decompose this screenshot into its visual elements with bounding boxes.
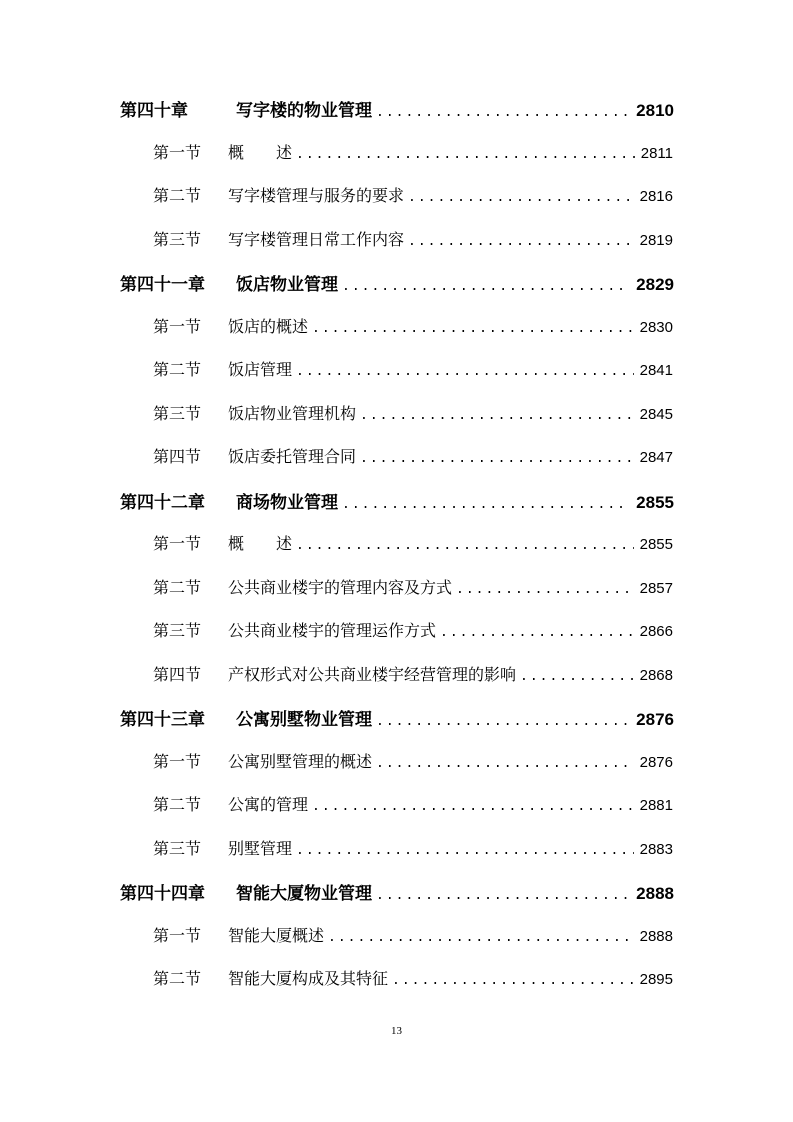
toc-section-title: 产权形式对公共商业楼宇经营管理的影响 [228,664,517,684]
toc-section-title: 智能大厦构成及其特征 [228,969,389,988]
toc-page-number: 2868 [639,666,673,684]
toc-page-number: 2830 [639,318,673,336]
toc-section-entry[interactable] [0,444,793,488]
page-footer-number: 13 [391,1025,402,1037]
toc-chapter-entry[interactable] [0,96,793,140]
toc-section-title: 智能大厦概述 [228,925,325,945]
toc-page-number: 2855 [636,492,674,512]
toc-section-title: 概 述 [228,534,293,553]
toc-leader-dots [296,538,634,553]
toc-section-entry[interactable] [0,618,793,662]
toc-chapter-entry[interactable] [0,879,793,923]
toc-chapter-title: 商场物业管理 [236,492,338,513]
toc-section-entry[interactable] [0,401,793,445]
toc-section-entry[interactable] [0,662,793,706]
toc-leader-dots [392,973,634,988]
toc-page-number: 2881 [639,797,673,814]
toc-leader-dots [296,364,634,379]
toc-leader-dots [296,843,634,858]
toc-leader-dots [408,190,634,205]
toc-section-title: 公寓别墅管理的概述 [228,751,373,771]
toc-section-title: 公共商业楼宇的管理运作方式 [228,621,437,640]
toc-page-number: 2847 [639,449,673,466]
toc-leader-dots [376,714,630,729]
toc-leader-dots [342,497,630,512]
toc-section-entry[interactable] [0,792,793,836]
toc-page-number: 2876 [636,710,674,729]
toc-chapter-label: 第四十三章 [120,710,205,730]
toc-leader-dots [360,451,634,466]
toc-chapter-title: 写字楼的物业管理 [236,101,372,121]
toc-section-title: 公寓的管理 [228,795,309,814]
toc-section-label: 第四节 [153,664,202,684]
toc-section-title: 饭店的概述 [228,316,309,336]
toc-leader-dots [520,669,634,684]
toc-leader-dots [408,234,634,249]
toc-section-title: 饭店委托管理合同 [228,447,357,466]
toc-chapter-title: 公寓别墅物业管理 [236,710,372,730]
toc-section-label: 第二节 [153,577,202,597]
toc-section-label: 第三节 [153,621,202,640]
toc-section-entry[interactable] [0,923,793,967]
toc-section-title: 饭店管理 [228,360,293,379]
toc-section-label: 第二节 [153,795,202,814]
toc-section-entry[interactable] [0,575,793,619]
toc-section-entry[interactable] [0,314,793,358]
toc-chapter-entry[interactable] [0,488,793,532]
toc-page-number: 2811 [640,144,673,162]
toc-section-label: 第一节 [153,751,202,771]
toc-section-label: 第四节 [153,447,202,466]
toc-chapter-entry[interactable] [0,270,793,314]
toc-chapter-label: 第四十一章 [120,275,205,295]
toc-page-number: 2845 [639,405,673,423]
toc-page-number: 2855 [639,536,673,553]
toc-section-entry[interactable] [0,836,793,880]
toc-leader-dots [312,799,634,814]
toc-leader-dots [456,582,634,597]
toc-section-entry[interactable] [0,140,793,184]
toc-page-number: 2857 [639,579,673,597]
toc-page-number: 2841 [639,362,673,379]
toc-section-entry[interactable] [0,749,793,793]
toc-section-label: 第三节 [153,403,202,423]
toc-page-number: 2810 [636,101,674,120]
toc-section-title: 写字楼管理日常工作内容 [228,229,405,249]
toc-section-title: 写字楼管理与服务的要求 [228,186,405,205]
toc-chapter-title: 智能大厦物业管理 [236,884,372,904]
toc-page-number: 2895 [639,971,673,988]
toc-chapter-label: 第四十章 [120,101,188,121]
toc-leader-dots [312,321,634,336]
toc-section-label: 第二节 [153,360,202,379]
toc-chapter-label: 第四十二章 [120,492,205,513]
toc-leader-dots [360,408,634,423]
toc-section-title: 别墅管理 [228,838,293,858]
toc-leader-dots [342,279,630,294]
toc-section-label: 第一节 [153,534,202,553]
toc-leader-dots [376,105,630,120]
toc-page-number: 2883 [639,840,673,858]
toc-section-label: 第一节 [153,142,202,162]
toc-chapter-label: 第四十四章 [120,884,205,904]
toc-page-number: 2866 [639,623,673,640]
toc-section-label: 第一节 [153,316,202,336]
toc-chapter-title: 饭店物业管理 [236,275,338,295]
toc-section-title: 公共商业楼宇的管理内容及方式 [228,577,453,597]
toc-section-entry[interactable] [0,227,793,271]
toc-leader-dots [440,625,634,640]
toc-leader-dots [376,888,630,903]
table-of-contents [0,96,793,1010]
toc-page-number: 2876 [639,753,673,771]
toc-section-title: 概 述 [228,142,293,162]
toc-chapter-entry[interactable] [0,705,793,749]
toc-page-number: 2829 [636,275,674,294]
toc-page-number: 2816 [639,188,673,205]
toc-section-label: 第三节 [153,229,202,249]
toc-section-entry[interactable] [0,966,793,1010]
toc-leader-dots [328,930,634,945]
toc-section-label: 第二节 [153,186,202,205]
toc-section-label: 第三节 [153,838,202,858]
toc-section-entry[interactable] [0,531,793,575]
toc-leader-dots [296,147,635,162]
toc-section-entry[interactable] [0,183,793,227]
toc-page-number: 2888 [636,884,674,903]
toc-leader-dots [376,756,634,771]
toc-section-entry[interactable] [0,357,793,401]
toc-page-number: 2888 [639,927,673,945]
toc-section-title: 饭店物业管理机构 [228,403,357,423]
toc-section-label: 第一节 [153,925,202,945]
toc-section-label: 第二节 [153,969,202,988]
toc-page-number: 2819 [639,231,673,249]
